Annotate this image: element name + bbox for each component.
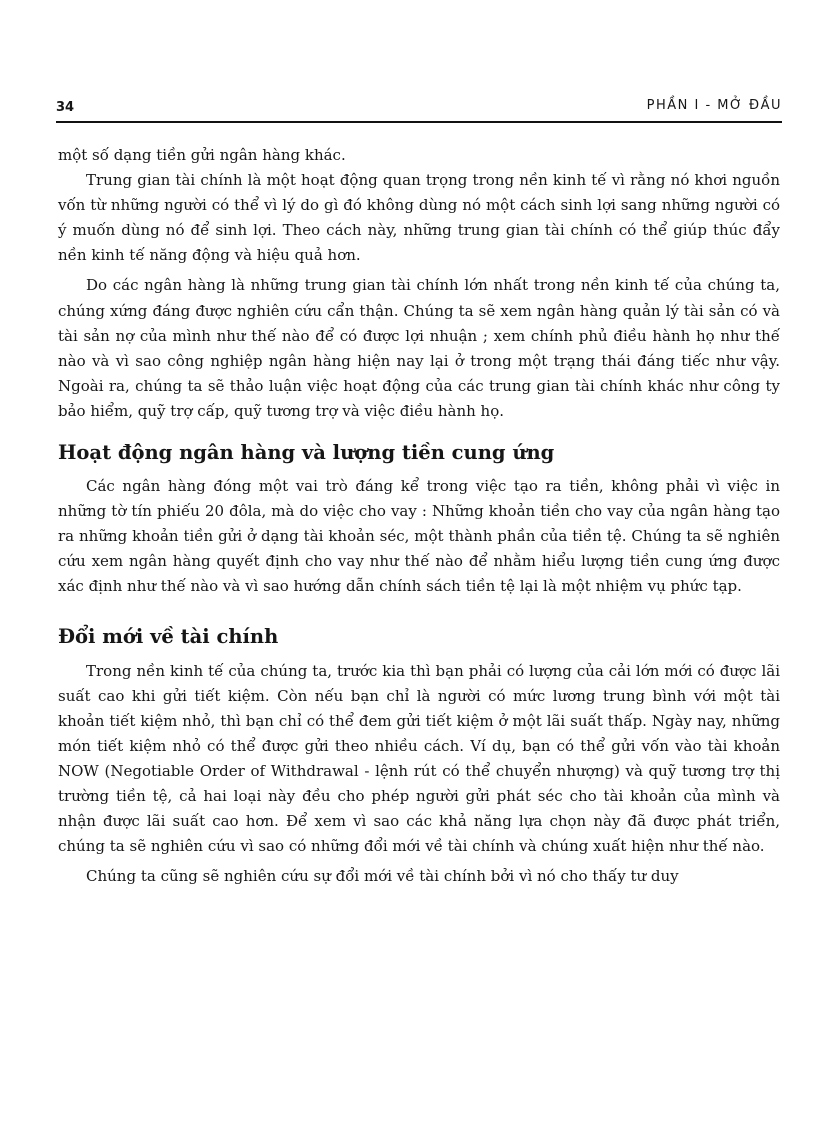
paragraph: Do các ngân hàng là những trung gian tài chính lớn nhất trong nền kinh tế của chúng ta, chúng xứng đáng được nghiên cứu cẩn thận. Chúng ta sẽ xem ngân hàng quản lý tài sản có và tài sản nợ của mình như thế nào để có được lợi nhuận ; xem chính phủ điều hành họ như thế nào và vì sao công nghiệp ngân hàng hiện nay lại ở trong một trạng thái đáng tiếc như vậy. Ngoài ra, chúng ta sẽ thảo luận việc hoạt động của các trung gian tài chính khác như công ty bảo hiểm, quỹ trợ cấp, quỹ tương trợ và việc điều hành họ. — [58, 276, 780, 420]
page-number: 34 — [56, 100, 75, 115]
body-text — [58, 143, 780, 889]
page-header — [56, 96, 782, 122]
paragraph: Trung gian tài chính là một hoạt động quan trọng trong nền kinh tế vì rằng nó khơi nguồn vốn từ những người có thể vì lý do gì đó không dùng nó một cách sinh lợi sang những người có ý muốn dùng nó để sinh lợi. Theo cách này, những trung gian tài chính có thể giúp thúc đẩy nền kinh tế năng động và hiệu quả hơn. — [58, 171, 780, 265]
section-heading-financial-innovation: Đổi mới về tài chính — [58, 624, 279, 648]
header-rule — [56, 121, 782, 123]
paragraph: Các ngân hàng đóng một vai trò đáng kể trong việc tạo ra tiền, không phải vì việc in những tờ tín phiếu 20 đôla, mà do việc cho vay : Những khoản tiền cho vay của ngân hàng tạo ra những khoản tiền gửi ở dạng tài khoản séc, một thành phần của tiền tệ. Chúng ta sẽ nghiên cứu xem ngân hàng quyết định cho vay như thế nào để nhằm hiểu lượng tiền cung ứng được xác định như thế nào và vì sao hướng dẫn chính sách tiền tệ lại là một nhiệm vụ phức tạp. — [58, 477, 780, 596]
running-head: PHẦN I - MỞ ĐẦU — [646, 98, 782, 113]
paragraph-continued: một số dạng tiền gửi ngân hàng khác. — [58, 146, 346, 164]
paragraph: Chúng ta cũng sẽ nghiên cứu sự đổi mới về tài chính bởi vì nó cho thấy tư duy — [86, 867, 679, 886]
section-heading-banking: Hoạt động ngân hàng và lượng tiền cung ứng — [58, 441, 555, 465]
paragraph: Trong nền kinh tế của chúng ta, trước kia thì bạn phải có lượng của cải lớn mới có được lãi suất cao khi gửi tiết kiệm. Còn nếu bạn chỉ là người có mức lương trung bình với một tài khoản tiết kiệm nhỏ, thì bạn chỉ có thể đem gửi tiết kiệm ở một lãi suất thấp. Ngày nay, những món tiết kiệm nhỏ có thể được gửi theo nhiều cách. Ví dụ, bạn có thể gửi vốn vào tài khoản NOW (Negotiable Order of Withdrawal - lệnh rút có thể chuyển nhượng) và quỹ tương trợ thị trường tiền tệ, cả hai loại này đều cho phép người gửi phát séc cho tài khoản của mình và nhận được lãi suất cao hơn. Để xem vì sao các khả năng lựa chọn này đã được phát triển, chúng ta sẽ nghiên cứu vì sao có những đổi mới về tài chính và chúng xuất hiện như thế nào. — [58, 661, 780, 856]
